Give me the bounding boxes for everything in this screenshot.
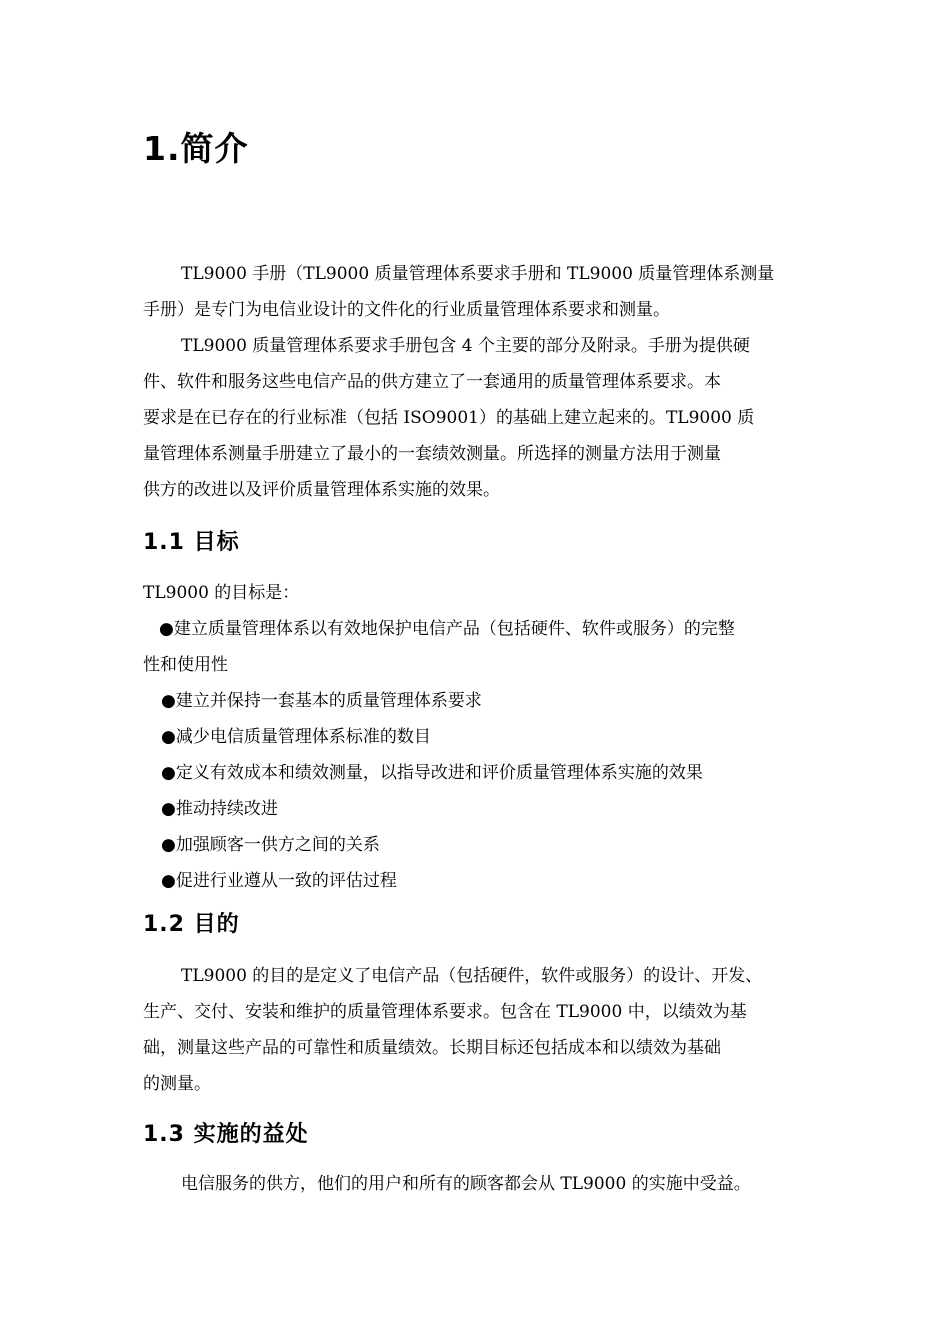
list-item: ●定义有效成本和绩效测量，以指导改进和评价质量管理体系实施的效果 xyxy=(161,763,703,783)
text-line: 要求是在已存在的行业标准（包括 ISO9001）的基础上建立起来的。TL9000 质 xyxy=(143,408,755,428)
objectives-list xyxy=(143,575,813,899)
intro-paragraph-2 xyxy=(143,328,813,508)
section-heading-1-1: 1.1 目标 xyxy=(143,530,240,555)
list-item: ●加强顾客一供方之间的关系 xyxy=(161,835,380,855)
list-item: ●建立并保持一套基本的质量管理体系要求 xyxy=(161,691,482,711)
text-line: TL9000 手册（TL9000 质量管理体系要求手册和 TL9000 质量管理体系测量 xyxy=(181,264,775,284)
text-line: 手册）是专门为电信业设计的文件化的行业质量管理体系要求和测量。 xyxy=(143,300,670,320)
text-line: 供方的改进以及评价质量管理体系实施的效果。 xyxy=(143,480,500,500)
section-heading-1-3: 1.3 实施的益处 xyxy=(143,1122,309,1147)
text-line: TL9000 的目的是定义了电信产品（包括硬件，软件或服务）的设计、开发、 xyxy=(181,966,763,986)
list-item: ●减少电信质量管理体系标准的数目 xyxy=(161,727,431,747)
objectives-lead: TL9000 的目标是： xyxy=(143,583,300,603)
list-item: ●推动持续改进 xyxy=(161,799,278,819)
text-line: 电信服务的供方，他们的用户和所有的顾客都会从 TL9000 的实施中受益。 xyxy=(181,1174,751,1194)
text-line: TL9000 质量管理体系要求手册包含 4 个主要的部分及附录。手册为提供硬 xyxy=(181,336,750,356)
text-line: 础，测量这些产品的可靠性和质量绩效。长期目标还包括成本和以绩效为基础 xyxy=(143,1038,721,1058)
list-item-continuation: 性和使用性 xyxy=(143,655,228,675)
intro-paragraph-1 xyxy=(143,256,813,328)
purpose-paragraph xyxy=(143,958,813,1102)
text-line: 件、软件和服务这些电信产品的供方建立了一套通用的质量管理体系要求。本 xyxy=(143,372,721,392)
text-line: 量管理体系测量手册建立了最小的一套绩效测量。所选择的测量方法用于测量 xyxy=(143,444,721,464)
list-item: ●促进行业遵从一致的评估过程 xyxy=(161,871,397,891)
page-title: 1.简介 xyxy=(143,129,249,168)
section-heading-1-2: 1.2 目的 xyxy=(143,912,240,937)
list-item: ●建立质量管理体系以有效地保护电信产品（包括硬件、软件或服务）的完整 xyxy=(159,619,735,639)
text-line: 的测量。 xyxy=(143,1074,211,1094)
benefits-paragraph xyxy=(143,1166,813,1202)
text-line: 生产、交付、安装和维护的质量管理体系要求。包含在 TL9000 中，以绩效为基 xyxy=(143,1002,747,1022)
